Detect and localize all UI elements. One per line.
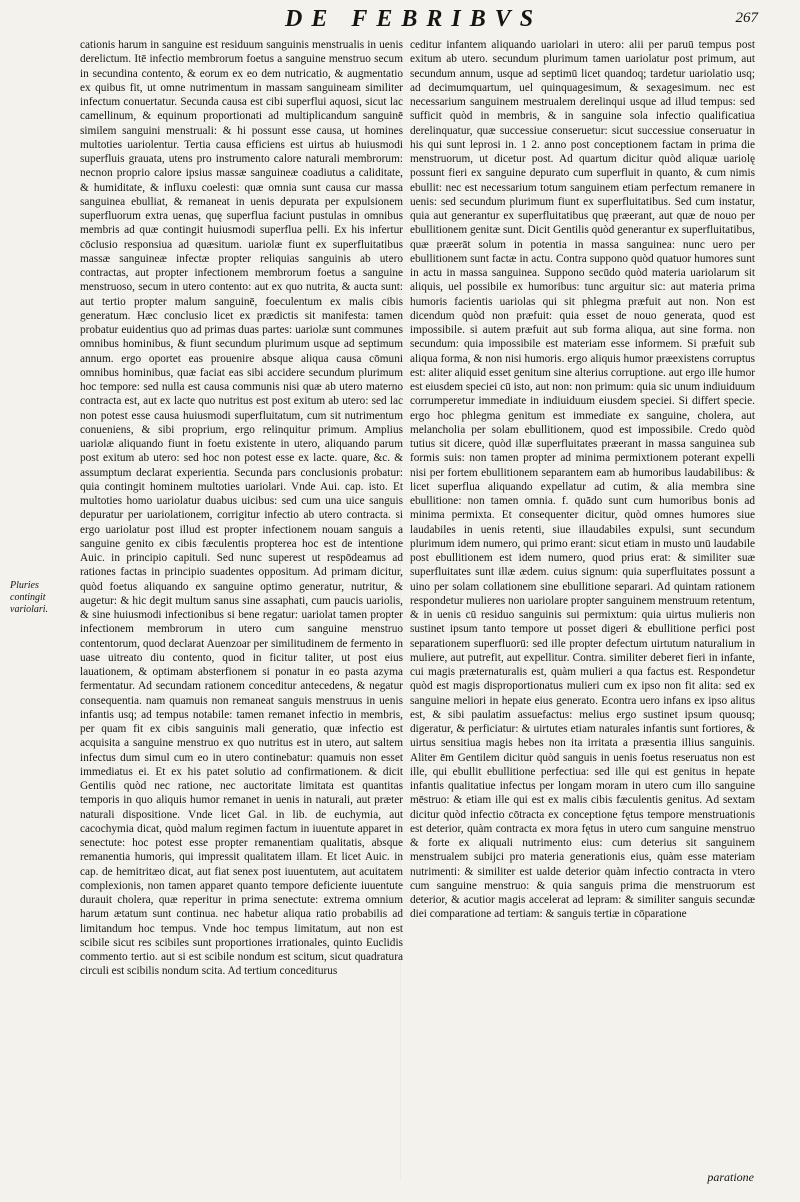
left-column-text: cationis harum in sanguine est residuum sanguinis menstrualis in uenis derelictum. Itē infectio membrorum foetus a sanguine menstruo secum in secundina contento, & eorum ex eo dem nutricatio, & augmentatio ex quibus fit, ut omne nutrimentum in massam sanguineam similiter infectum conuertatur. Secunda causa est cibi superflui aquosi, sicut lac camellinum, & equinum proportionati ad multiplicandum sanguinē similem sanguini menstruali: & hi possunt esse causa, ut homines multoties uariolentur. Tertia causa efficiens est uirtus ab huiusmodi superfluis grauata, utens pro instrumento calore naturali membrorum: necnon proprio calore ipsius massæ sanguineæ coadiutus a caliditate, & humiditate, & influxu coelesti: quæ omnia sunt causa cur massa sanguinea ebulliat, & remaneat in uenis depurata per expulsionem superfluorum extra uenas, quę superflua faciunt pustulas in omnibus membris ad quæ contingit huiusmodi superflua pelli. Ex his infertur cōclusio responsiua ad quæsitum. uariolæ fiunt ex superfluitatibus massæ sanguineæ infectæ propter reliquias sanguinis ab utero contractas, aut propter infectionem membrorum foetus a sanguine menstruoso, secum in utero contento: aut ex quo nutrita, & aucta sunt: aut tertio propter malum sanguinē, foeculentum ex malis cibis generatum. Hæc conclusio licet ex prædictis sit manifesta: tamen probatur euidentius quo ad primas duas partes: uariolæ sunt communes omnibus hominibus, & fiunt secundum plurimum usque ad septimum annum. ergo oportet eas prouenire absque aliqua causa cōmuni omnibus hominibus, quæ faciat eas sibi accidere secundum plurimum hoc tempore: sed nulla est causa communis nisi quæ ab utero materno contracta est, aut ex lacte quo nutritus est post exitum ab utero: sed lac non potest esse causa huiusmodi superfluitatum, cum sit nutrimentum conueniens, & sibi proprium, ergo relinquitur primum. Amplius uariolæ aliquando fiunt in foetu existente in utero, aliquando parum post exitum ab utero: sed hoc non potest esse ex lacte. quare, &c. & assumptum declarat experientia. Secunda pars conclusionis probatur: quia contingit hominem multoties uariolari. Vnde Aui. cap. isto. Et multoties homo uariolatur duabus uicibus: sed cum una uice sanguis depuratur per uariolationem, corrigitur infectio ab utero contracta. si ergo uariolatur post illud est propter infectionem nouam sanguis a sanguine genito ex cibis fæculentis propterea hoc est de intentione Auic. in principio capituli. Sed nunc superest ut respōdeamus ad rationes factas in principio suadentes oppositum. Ad primam dicitur, quòd foetus aliquando ex sanguine optimo generatur, nutritur, & augetur: & hic degit multum sanus sine assaphati, cum paucis uariolis, & sine huiusmodi infectionibus si bene regatur: uariolat tamen propter infectionem membrorum in utero cum sanguine menstruo contentorum, quod declarat Auenzoar per similitudinem de fermento in uase uitreato diu contento, quod in ficitur taliter, ut post eius lauationem, & optimam absterfionem si ponatur in eo pasta azyma fermentatur. Ad secundam rationem conceditur antecedens, & negatur consequentia. nam quamuis non remaneat sanguis menstruus in uenis infantis usq; ad tempus notabile: tamen remanet infectio in membris, per quam fit ex cibis sanguinis mali generatio, quæ infectio est acquisita a sanguine menstruo ex quo nutritus est in utero, aut saltem infectus dum simul cum eo in utero continebatur: quamuis non esset immediatus ei. Et ex his patet solutio ad confirmationem. & dicit Gentilis quòd nec ratione, nec auctoritate limitata est quantitas temporis in quo aliquis humor remanet in uenis in naturali, aut præter naturali dispositione. Vnde licet Gal. in lib. de euchymia, aut cacochymia dicat, quòd malum regimen factum in iuuentute apparet in senectute: hoc potest esse propter remanentiam qualitatis, absque remanentia humoris, qui impressit qualitatem illam. Et licet Auic. in cap. de hemitritæo dicat, aut fiat senex post iuuentutem, aut acuitatem complexionis, non tamen apparet quanto tempore deficiente iuuentute durauit cholera, quæ reperitur in prima senectute: extrema omnium harum ætatum sunt continua. nec habetur aliqua ratio probabilis ad limitandum hoc tempus. Vnde hoc tempus limitatum, aut non est scibile sicut res scibiles sunt proportiones irrationales, quinto Euclidis commento tertio. aut si est scibile nondum est scitum, sicut quadratura circuli est scibilis nondum scita. Ad tertium concediturus	[80, 39, 403, 978]
marginal-note: Pluries contingit variolari.	[10, 580, 49, 615]
page-number: 267	[735, 10, 758, 26]
gutter	[400, 40, 401, 1180]
running-title: DE FEBRIBVS	[285, 6, 543, 32]
catchword: paratione	[707, 1170, 754, 1184]
right-column-text: ceditur infantem aliquando uariolari in utero: alii per paruū tempus post exitum ab utero. secundum plurimum tamen uariolatur post primum, aut secundum annum, usque ad septimū licet quandoq; tardetur uariolatio usq; ad decimumquartum, uel quinquagesimum, & sexagesimum. nec est necessarium sanguinem mestrualem derelinqui usque ad illud tempus: sed sufficit quòd in membris, & in sanguine sola infectio qualificatiua derelinquatur, quæ successiue conseruetur: sicut successiue conseruatur in his qui sunt leprosi in. 1 2. anno post conceptionem factam in prima die menstruorum, ut dicetur post. Ad quartum dicitur quòd aliquæ uariolę possunt fieri ex sanguine depurato cum superfluit in quanto, & cum nimis ebullit: nec est necessarium totum sanguinem etiam perfectum remanere in uenis: sed secundum plurimum fiunt ex superfluitatibus. Sed cum instatur, quia aut generantur ex superfluitatibus quę præerant, aut quæ de nouo per ebullitionem genitæ sunt. Dicit Gentilis quòd generantur ex superfluitatibus, quæ præerāt solum in potentia in massa sanguinea: nunc uero per ebullitionem sunt factæ in actu. Contra suppono quòd quatuor humores sunt in actu in massa sanguinea. Suppono secūdo quòd materia uariolarum sit aliquis, uel possibile ex humoribus: tunc arguitur sic: aut materia prima humoris facientis uariolas qui sit phlegma præfuit aut non. Non est dicendum quòd non præfuit: quia esset de nouo generata, quod est impossibile. si autem præfuit aut sub forma aliqua, aut sine forma. non secundum: quia impossibile est materiam esse informem. Si præfuit sub aliqua forma, & non nisi humoris. ergo aliquis humor præexistens corruptus est: aliter aliquid esset genitum sine alterius corruptione. aut ergo ille humor est eiusdem speciei cū isto, aut non: non primum: quia sic unum indiuiduum corrumperetur immediate in indiuiduum eiusdem speciei. Si differt specie. ergo hoc phlegma genitum est immediate ex sanguine, cholera, aut melancholia per solam ebullitionem, quod est impossibile. Credo quòd tutius sit dicere, quòd illæ superfluitates præerant in massa sanguinea sub formis suis: non tamen propter ad minima permixtionem poterant expelli nisi per fortem ebullitionem separantem eam ab humoribus laudabilibus: & licet superflua aliquando expellatur ad cutim, & alia membra sine ebullitione: non tamen omnia. f. quādo sunt cum humoribus bonis ad minima permixta. Et consequenter dicitur, quòd omnes humores siue laudabiles in uenis retenti, siue illaudabiles expulsi, sunt secundum plurimum idem numero, qui primo erant: sicut etiam in musto unū laudabile post ebullitionem est idem numero, quod prius erat: & similiter suæ superfluitates sunt illæ ædem. cuius signum: quia superfluitates possunt a uino per solam collationem sine ebullitione separari. Ad quintam rationem respondetur mulieres non uariolare propter sanguinem menstruum retentum, & in uenis cū residuo sanguinis sui permixtum: quia uirtus mulieris non sustinet ipsum tanto tempore ut posset digeri & ebullitione perfici post separationem superfluorū: sed ille propter defectum uirtutum naturalium in muliere, aut putrefit, aut expellitur. Contra. similiter deberet fieri in infante, cui magis præternaturalis est, quàm mulieri a qua factus est. Respondetur quòd est magis disproportionatus mulieri cum ex ipso non fit alita: sed ex sanguine meliori in hepate eius generato. Econtra uero infans ex ipso alitus est, & sibi paulatim assuefactus: melius ergo sustinet ipsum quousq; digeratur, & perficiatur: & uirtutes etiam naturales infantis sunt fortiores, & uirtus sensitiua magis hebes non ita irritata a præsentia illius sanguinis. Aliter ēm Gentilem dicitur quòd sanguis in uenis foetus reseruatus non est ille, qui ebullit ebullitione perfectiua: sed ille qui est genitus in hepate infantis qualitatiue infectus per longam moram in utero cum illo sanguine mēstruo: & etiam ille qui est ex malis cibis fæculentis genitus. Ad sextam dicitur quòd infectio cōtracta ex conceptione fętus tempore menstruationis est deterior, quàm contracta ex mora fętus in utero cum sanguine menstruo & forte ex aliquali nutrimento eius: cum deterius sit sanguinem menstrualem subijci pro materia generationis eius, quàm esse materiam nutrimenti: & similiter est ualde deterior quàm infectio contracta in vtero cum sanguine menstruo: & quia sanguis prima die menstruorum est deterior, & acutior magis accelerat ad lepram: & similiter sanguis secundæ diei comparatione ad tertiam: & sanguis tertiæ in cōparatione	[410, 39, 755, 921]
left-text-column	[80, 38, 403, 1188]
right-text-column	[410, 38, 755, 1188]
